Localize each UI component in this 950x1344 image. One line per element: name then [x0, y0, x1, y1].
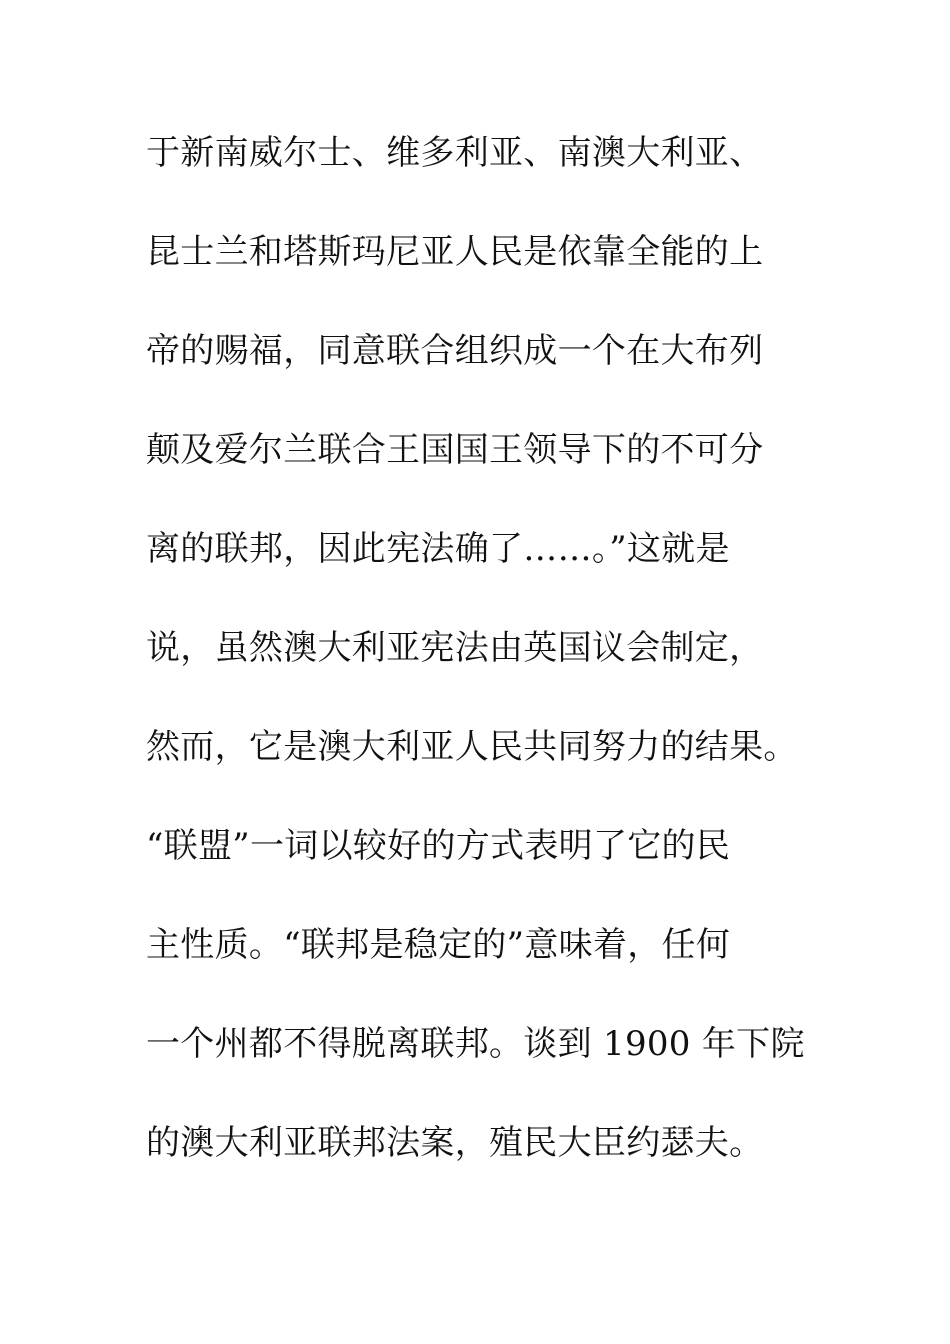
text-line-5: 离的联邦，因此宪法确了……。”这就是: [146, 529, 730, 569]
text-line-2: 昆士兰和塔斯玛尼亚人民是依靠全能的上: [146, 232, 764, 272]
text-line-9: 主性质。“联邦是稳定的”意味着，任何: [146, 925, 731, 965]
text-line-7: 然而，它是澳大利亚人民共同努力的结果。: [146, 727, 798, 767]
text-line-10: 一个州都不得脱离联邦。谈到 1900 年下院: [146, 1024, 805, 1064]
text-line-4: 颠及爱尔兰联合王国国王领导下的不可分: [146, 430, 764, 470]
text-line-3: 帝的赐福，同意联合组织成一个在大布列: [146, 331, 764, 371]
text-line-6: 说，虽然澳大利亚宪法由英国议会制定，: [146, 628, 764, 668]
body-text: [146, 128, 806, 1217]
text-line-11: 的澳大利亚联邦法案，殖民大臣约瑟夫。: [146, 1123, 764, 1163]
text-line-8: “联盟”一词以较好的方式表明了它的民: [146, 826, 731, 866]
text-line-1: 于新南威尔士、维多利亚、南澳大利亚、: [146, 133, 764, 173]
